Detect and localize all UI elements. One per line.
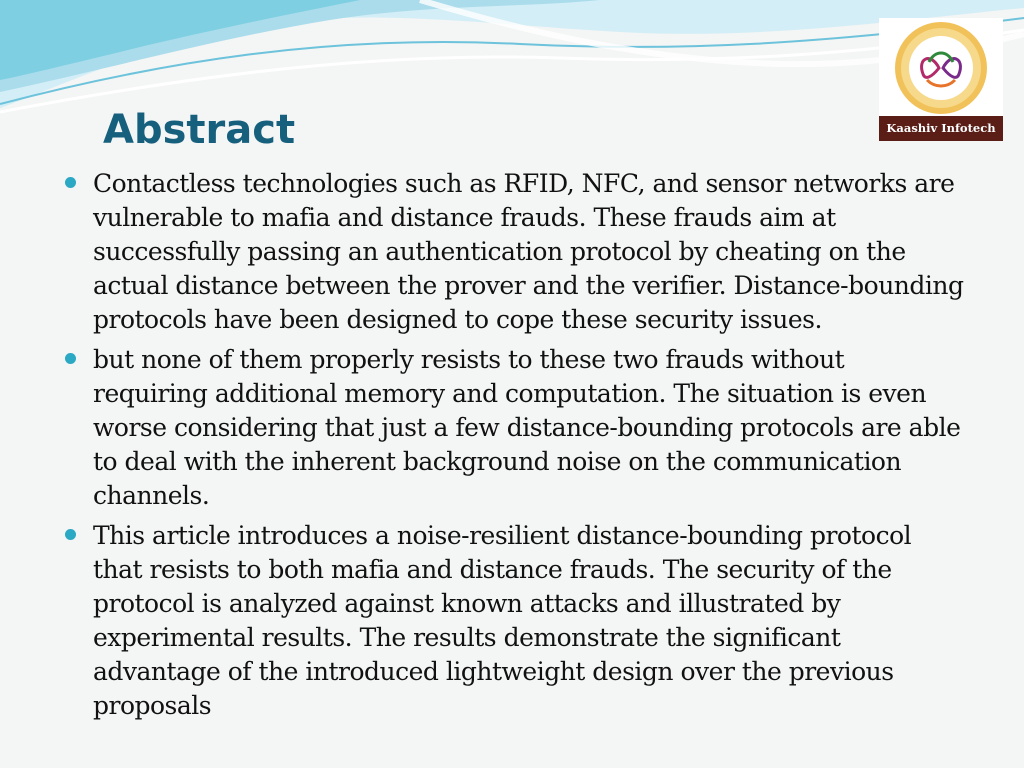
header-wave-decoration	[0, 0, 1024, 120]
bullet-item	[0, 519, 965, 723]
bullet-dot-icon	[65, 177, 76, 188]
bullet-item	[0, 167, 965, 337]
bullet-text: Contactless technologies such as RFID, NFC, and sensor networks are vulnerable to mafia and distance frauds. These frauds aim at successfully passing an authentication protocol by cheating on the actual distance between the prover and the verifier. Distance-bounding protocols have been designed to cope these security issues.	[93, 169, 964, 334]
slide-title: Abstract	[103, 107, 296, 153]
bullet-item	[0, 343, 965, 513]
logo-text: Kaashiv Infotech	[879, 116, 1003, 141]
bullet-dot-icon	[65, 529, 76, 540]
bullet-list	[0, 167, 1024, 729]
logo-emblem	[879, 18, 1003, 116]
bullet-dot-icon	[65, 353, 76, 364]
bullet-text: but none of them properly resists to these two frauds without requiring additional memory and computation. The situation is even worse considering that just a few distance-bounding protocols are able to deal with the inherent background noise on the communication channels.	[93, 345, 961, 510]
kaashiv-logo-icon	[879, 18, 1003, 141]
bullet-text: This article introduces a noise-resilient distance-bounding protocol that resists to both mafia and distance frauds. The security of the protocol is analyzed against known attacks and illustrated by experimental results. The results demonstrate the significant advantage of the introduced lightweight design over the previous proposals	[93, 521, 912, 720]
